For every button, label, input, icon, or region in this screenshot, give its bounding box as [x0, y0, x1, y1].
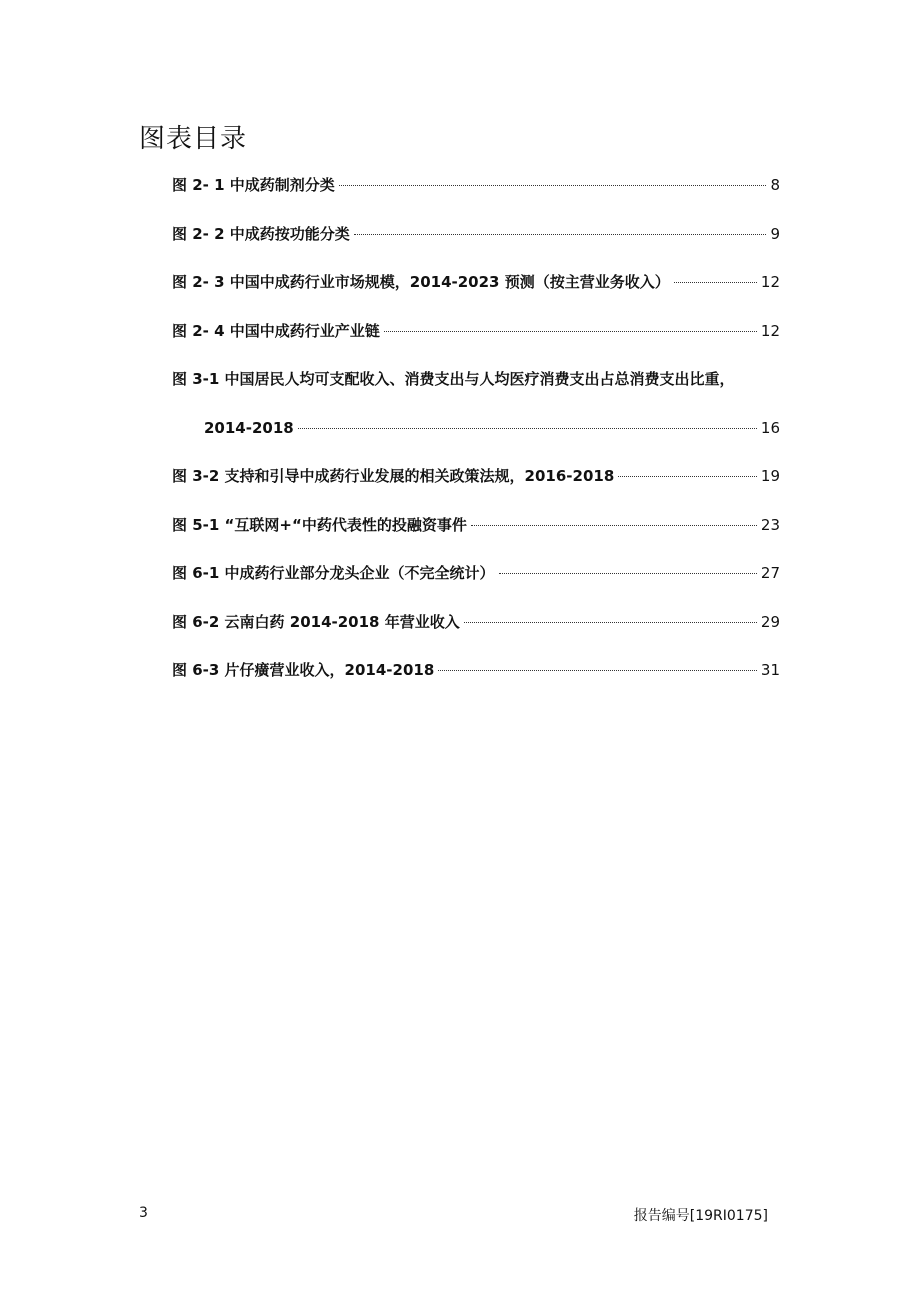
toc-entry-label: 图 6-1 中成药行业部分龙头企业（不完全统计）	[172, 564, 495, 582]
toc-dot-leader	[464, 622, 757, 623]
figure-toc-list	[172, 170, 780, 704]
toc-dot-leader	[438, 670, 757, 671]
toc-entry-page: 12	[760, 273, 780, 291]
toc-entry-page: 27	[760, 564, 780, 582]
toc-entry-label: 图 3-1 中国居民人均可支配收入、消费支出与人均医疗消费支出占总消费支出比重，	[172, 370, 735, 388]
toc-entry-label: 2014-2018	[204, 418, 294, 437]
toc-dot-leader	[384, 331, 757, 332]
toc-entry-label: 图 2- 2 中成药按功能分类	[172, 224, 350, 243]
toc-entry-page: 12	[760, 321, 780, 340]
toc-entry-label: 图 2- 3 中国中成药行业市场规模，2014-2023 预测（按主营业务收入）	[172, 273, 670, 291]
toc-entry-page: 19	[760, 467, 780, 485]
toc-entry[interactable]	[172, 510, 780, 559]
toc-entry-page: 29	[760, 612, 780, 631]
toc-entry-label: 图 2- 4 中国中成药行业产业链	[172, 321, 380, 340]
toc-entry-page: 9	[770, 224, 780, 243]
toc-entry[interactable]	[172, 607, 780, 656]
toc-entry[interactable]	[172, 267, 780, 316]
toc-entry-page: 23	[760, 515, 780, 534]
page-title: 图表目录	[139, 124, 248, 154]
toc-entry-label: 图 3-2 支持和引导中成药行业发展的相关政策法规，2016-2018	[172, 467, 615, 485]
toc-entry[interactable]	[172, 219, 780, 268]
footer-page-number: 3	[139, 1205, 148, 1221]
toc-entry-page: 16	[760, 418, 780, 437]
footer-report-id: 报告编号[19RI0175]	[633, 1208, 768, 1224]
toc-dot-leader	[354, 234, 767, 235]
toc-entry[interactable]	[172, 558, 780, 607]
toc-dot-leader	[298, 428, 757, 429]
toc-entry-label: 图 2- 1 中成药制剂分类	[172, 176, 335, 194]
toc-dot-leader	[674, 282, 757, 283]
toc-entry[interactable]	[172, 364, 780, 413]
toc-entry[interactable]	[172, 461, 780, 510]
toc-dot-leader	[471, 525, 757, 526]
toc-entry-page: 8	[770, 176, 780, 194]
toc-dot-leader	[499, 573, 757, 574]
toc-entry[interactable]	[172, 170, 780, 219]
toc-entry-continuation[interactable]	[172, 413, 780, 462]
toc-dot-leader	[618, 476, 757, 477]
toc-entry-label: 图 5-1 “互联网+“中药代表性的投融资事件	[172, 515, 467, 534]
toc-entry-label: 图 6-3 片仔癀营业收入，2014-2018	[172, 661, 435, 679]
toc-entry-label: 图 6-2 云南白药 2014-2018 年营业收入	[172, 612, 460, 631]
toc-entry-page: 31	[760, 661, 780, 679]
toc-dot-leader	[339, 185, 767, 186]
toc-entry[interactable]	[172, 655, 780, 704]
toc-entry[interactable]	[172, 316, 780, 365]
